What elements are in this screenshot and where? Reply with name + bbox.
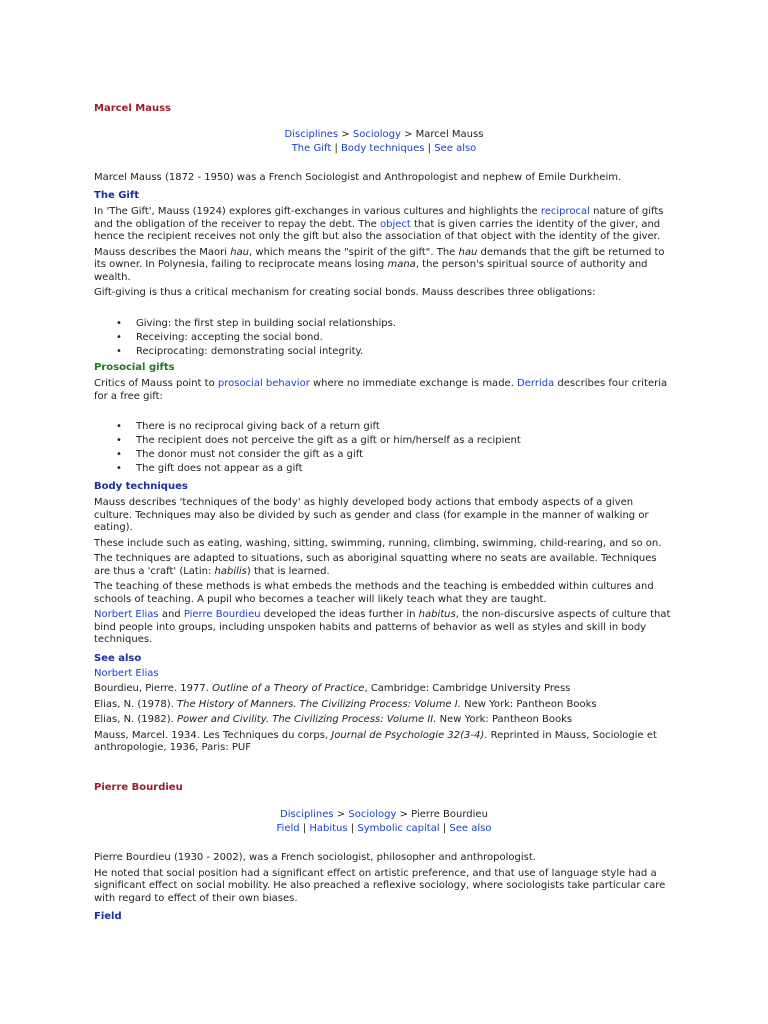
ref-title: Outline of a Theory of Practice <box>212 683 365 694</box>
toc-see-also-link[interactable]: See also <box>449 823 492 834</box>
list-item: • The recipient does not perceive the gift as a gift or him/herself as a recipient <box>94 435 674 449</box>
text: , the person's spiritual source of authority and wealth. <box>94 259 648 283</box>
text: , which means the "spirit of the gift". The <box>249 246 459 258</box>
list-item: • The donor must not consider the gift as a gift <box>94 449 674 463</box>
toc-sep: | <box>299 823 310 834</box>
list-item: • Giving: the first step in building social relationships. <box>94 318 674 332</box>
breadcrumb-sep: > <box>400 129 416 140</box>
breadcrumb-current: Marcel Mauss <box>415 129 484 140</box>
section-title-mauss: Marcel Mauss <box>94 103 171 114</box>
text: Elias, N. (1982). <box>94 714 178 725</box>
body-paragraph-4: The teaching of these methods is what embeds the methods and the teaching is embedded within cultures and schools of teaching. A pupil who becomes a teacher will likely teach what they are taught. <box>94 581 654 605</box>
norbert-elias-link[interactable]: Norbert Elias <box>94 609 159 620</box>
text: Mauss, Marcel. 1934. Les Techniques du corps, <box>94 729 332 741</box>
text: Mauss describes the Maori <box>94 246 231 258</box>
body-paragraph-1: Mauss describes 'techniques of the body' as highly developed body actions that embody aspects of a given culture. Techniques may also be divided by such as gender and class (for example in the manner of walking or eating). <box>94 497 649 533</box>
breadcrumb-sep: > <box>333 809 349 820</box>
text: nature of gifts and the obligation of the receiver to repay the debt. The <box>94 206 664 230</box>
prosocial-paragraph <box>94 378 674 403</box>
heading-prosocial-gifts: Prosocial gifts <box>94 362 175 373</box>
heading-the-gift: The Gift <box>94 190 139 201</box>
toc-sep: | <box>347 823 358 834</box>
text: developed the ideas further in <box>260 609 419 620</box>
derrida-link[interactable]: Derrida <box>517 378 555 389</box>
text: New York: Pantheon Books <box>436 714 573 725</box>
ref-title: Power and Civility. The Civilizing Process: Volume II. <box>177 714 437 725</box>
toc-gift-link[interactable]: The Gift <box>291 143 332 154</box>
list-item: • There is no reciprocal giving back of a return gift <box>94 421 674 435</box>
bourdieu-paragraph-2: He noted that social position had a significant effect on artistic preference, and that use of language style had a significant effect on social mobility. He also preached a reflexive sociology, where sociologists take particular care with regard to effect of their own biases. <box>94 867 666 904</box>
see-also-norbert-elias-link[interactable]: Norbert Elias <box>94 668 159 679</box>
section-toc <box>94 143 674 156</box>
breadcrumb-sociology-link[interactable]: Sociology <box>352 129 401 140</box>
text: New York: Pantheon Books <box>460 698 597 710</box>
heading-see-also: See also <box>94 653 142 664</box>
term-hau: hau <box>230 246 250 258</box>
body-techniques-section <box>94 497 674 650</box>
gift-paragraph-3: Gift-giving is thus a critical mechanism for creating social bonds. Mauss describes three obligations: <box>94 287 596 298</box>
reference-item <box>94 730 674 755</box>
pierre-bourdieu-link[interactable]: Pierre Bourdieu <box>183 609 261 620</box>
gift-paragraph-2 <box>94 247 674 285</box>
list-item: • Receiving: accepting the social bond. <box>94 332 674 346</box>
toc-sep: | <box>439 823 450 834</box>
breadcrumb-current: Pierre Bourdieu <box>411 809 488 820</box>
breadcrumb <box>94 129 674 142</box>
body-paragraph-3 <box>94 553 674 578</box>
breadcrumb-disciplines-link[interactable]: Disciplines <box>280 809 334 820</box>
term-mana: mana <box>387 259 416 270</box>
list-item: • The gift does not appear as a gift <box>94 463 674 477</box>
toc-body-techniques-link[interactable]: Body techniques <box>341 143 425 154</box>
breadcrumb-sociology-link[interactable]: Sociology <box>348 809 397 820</box>
breadcrumb-disciplines-link[interactable]: Disciplines <box>284 129 339 140</box>
breadcrumb-sep: > <box>396 809 412 820</box>
list-item: • Reciprocating: demonstrating social integrity. <box>94 346 674 360</box>
text: , Cambridge: Cambridge University Press <box>364 683 571 694</box>
reference-item <box>94 699 674 712</box>
toc-habitus-link[interactable]: Habitus <box>309 823 348 834</box>
prosocial-behavior-link[interactable]: prosocial behavior <box>217 378 310 389</box>
gift-paragraph-1 <box>94 206 674 244</box>
section-toc <box>94 823 674 836</box>
text: In 'The Gift', Mauss (1924) explores gift-exchanges in various cultures and highlights the <box>94 206 541 217</box>
text: Bourdieu, Pierre. 1977. <box>94 683 213 694</box>
text: and <box>158 609 184 620</box>
references <box>94 683 674 758</box>
toc-sep: | <box>331 143 341 154</box>
reference-item <box>94 683 674 696</box>
text: where no immediate exchange is made. <box>309 378 518 389</box>
obligations-list <box>94 318 674 360</box>
breadcrumb <box>94 809 674 822</box>
toc-symbolic-capital-link[interactable]: Symbolic capital <box>357 823 440 834</box>
text: that is given carries the identity of the giver, and hence the recipient receives not only the gift but also the association of that object with the identity of the giver. <box>94 218 661 242</box>
term-habilis: habilis <box>214 565 247 577</box>
ref-title: Journal de Psychologie 32(3-4) <box>331 729 485 741</box>
object-link[interactable]: object <box>379 218 411 230</box>
criteria-list <box>94 421 674 477</box>
gift-section <box>94 206 674 303</box>
text: Critics of Mauss point to <box>94 378 218 389</box>
intro-paragraph: Marcel Mauss (1872 - 1950) was a French Sociologist and Anthropologist and nephew of Emile Durkheim. <box>94 172 622 183</box>
toc-field-link[interactable]: Field <box>276 823 300 834</box>
text: describes four criteria for a free gift: <box>94 378 668 402</box>
section-title-bourdieu: Pierre Bourdieu <box>94 782 183 793</box>
text: Elias, N. (1978). <box>94 698 178 710</box>
text: , the non-discursive aspects of culture that bind people into groups, including unspoken habits and patterns of behavior as well as styles and skill in body techniques. <box>94 609 671 645</box>
term-habitus: habitus <box>418 609 456 620</box>
reciprocal-link[interactable]: reciprocal <box>540 206 590 217</box>
toc-see-also-link[interactable]: See also <box>434 143 477 154</box>
heading-body-techniques: Body techniques <box>94 481 188 492</box>
bourdieu-section <box>94 852 674 908</box>
body-paragraph-5 <box>94 609 674 647</box>
body-paragraph-2: These include such as eating, washing, sitting, swimming, running, climbing, swimming, child-rearing, and so on. <box>94 537 662 549</box>
term-hau: hau <box>458 246 478 258</box>
text: . Reprinted in Mauss, Sociologie et anthropologie, 1936, Paris: PUF <box>94 729 657 753</box>
bourdieu-intro: Pierre Bourdieu (1930 - 2002), was a French sociologist, philosopher and anthropologist. <box>94 852 536 863</box>
toc-sep: | <box>424 143 435 154</box>
text: The techniques are adapted to situations, such as aboriginal squatting where no seats are available. Techniques are thus a 'craft' (Latin: <box>94 553 657 577</box>
reference-item <box>94 714 674 727</box>
breadcrumb-sep: > <box>338 129 353 140</box>
heading-field: Field <box>94 911 122 922</box>
text: demands that the gift be returned to its owner. In Polynesia, failing to reciprocate means losing <box>94 246 665 270</box>
ref-title: The History of Manners. The Civilizing Process: Volume I. <box>177 698 461 710</box>
text: ) that is learned. <box>246 565 330 577</box>
